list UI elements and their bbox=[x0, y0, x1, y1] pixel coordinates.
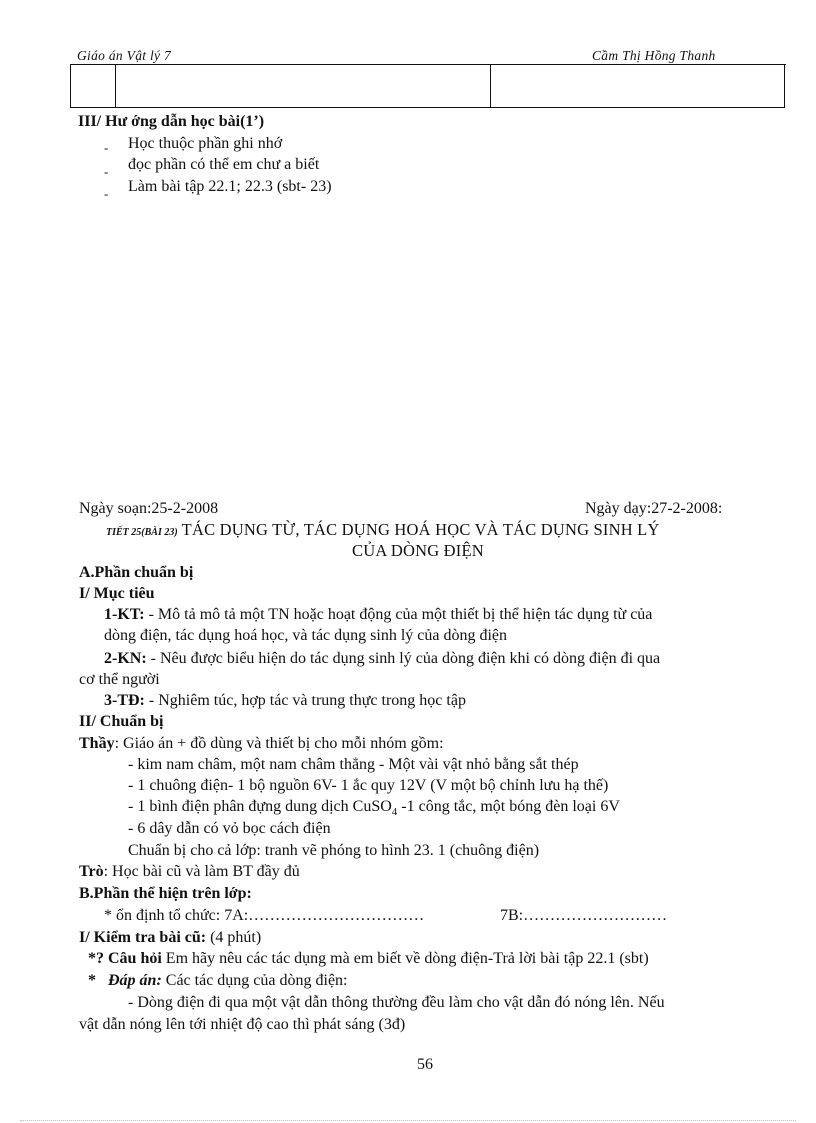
equipment-item: - 6 dây dẫn có vỏ bọc cách điện bbox=[128, 820, 331, 837]
section-a-heading: A.Phần chuẩn bị bbox=[79, 564, 194, 581]
answer-line: - Dòng điện đi qua một vật dẫn thông thường đều làm cho vật dẫn đó nóng lên. Nếu bbox=[128, 994, 665, 1011]
kt-text: - Mô tả mô tả một TN hoặc hoạt động của một thiết bị thể hiện tác dụng từ của bbox=[144, 606, 653, 623]
answer-line2: vật dẫn nóng lên tới nhiệt độ cao thì phát sáng (3đ) bbox=[79, 1016, 406, 1033]
td-label: 3-TĐ: bbox=[104, 692, 145, 709]
section-b-heading: B.Phần thể hiện trên lớp: bbox=[79, 885, 252, 902]
check-time: (4 phút) bbox=[206, 929, 262, 946]
cuso4-subscript: 4 bbox=[391, 806, 398, 819]
question-label: Câu hỏi bbox=[108, 950, 162, 967]
question-prefix: *? bbox=[88, 950, 104, 967]
page-bottom-divider bbox=[20, 1120, 796, 1121]
date-taught: Ngày dạy:27-2-2008: bbox=[585, 500, 723, 517]
check-heading: I/ Kiểm tra bài cũ: bbox=[79, 929, 207, 946]
homework-heading: III/ Hư ớng dẫn học bài(1’) bbox=[78, 113, 265, 130]
lesson-title-line2: CỦA DÒNG ĐIỆN bbox=[352, 541, 484, 560]
lesson-tag: TIẾT 25(BÀI 23) bbox=[106, 527, 178, 538]
kn-label: 2-KN: bbox=[104, 650, 147, 667]
homework-item: Học thuộc phần ghi nhớ bbox=[128, 135, 283, 152]
equipment-item: Chuẩn bị cho cả lớp: tranh vẽ phóng to hình 23. 1 (chuông điện) bbox=[128, 842, 540, 859]
date-prepared: Ngày soạn:25-2-2008 bbox=[79, 500, 219, 517]
kt-text-line2: dòng điện, tác dụng hoá học, và tác dụng sinh lý của dòng điện bbox=[104, 627, 508, 644]
bullet: - bbox=[104, 140, 109, 155]
answer-prefix: * bbox=[88, 972, 96, 989]
objectives-heading: I/ Mục tiêu bbox=[79, 585, 155, 602]
student-label: Trò bbox=[79, 863, 104, 880]
homework-item: đọc phần có thể em chư a biết bbox=[128, 156, 320, 173]
prep-heading: II/ Chuẩn bị bbox=[79, 713, 164, 730]
answer-text: Các tác dụng của dòng điện: bbox=[161, 972, 348, 989]
class-org-7a: * ổn định tổ chức: 7A:…………………………… bbox=[104, 907, 425, 924]
lesson-title: TÁC DỤNG TỪ, TÁC DỤNG HOÁ HỌC VÀ TÁC DỤNG SINH LÝ bbox=[181, 520, 660, 539]
header-left: Giáo án Vật lý 7 bbox=[77, 48, 172, 63]
equipment-item: - 1 bình điện phân đựng dung dịch CuSO bbox=[128, 798, 392, 815]
equipment-item-rest: -1 công tắc, một bóng đèn loại 6V bbox=[397, 798, 620, 815]
equipment-item: - kim nam châm, một nam châm thẳng - Một vài vật nhỏ bằng sắt thép bbox=[128, 756, 579, 773]
bullet: - bbox=[104, 164, 109, 179]
page-number: 56 bbox=[417, 1056, 433, 1073]
table-divider bbox=[115, 65, 116, 107]
question-text: Em hãy nêu các tác dụng mà em biết về dòng điện-Trả lời bài tập 22.1 (sbt) bbox=[161, 950, 649, 967]
class-org-7b: 7B:……………………… bbox=[500, 907, 668, 924]
lesson-table-row bbox=[70, 64, 785, 108]
teacher-text: : Giáo án + đồ dùng và thiết bị cho mỗi nhóm gồm: bbox=[114, 735, 444, 752]
answer-label: Đáp án: bbox=[108, 972, 162, 989]
kt-label: 1-KT: bbox=[104, 606, 145, 623]
header-right: Cầm Thị Hồng Thanh bbox=[592, 48, 716, 63]
equipment-item: - 1 chuông điện- 1 bộ nguồn 6V- 1 ắc quy 12V (V một bộ chỉnh lưu hạ thế) bbox=[128, 777, 609, 794]
bullet: - bbox=[104, 186, 109, 201]
td-text: - Nghiêm túc, hợp tác và trung thực trong học tập bbox=[144, 692, 466, 709]
table-divider bbox=[490, 65, 491, 107]
homework-item: Làm bài tập 22.1; 22.3 (sbt- 23) bbox=[128, 178, 332, 195]
teacher-label: Thầy bbox=[79, 735, 115, 752]
kn-text-line2: cơ thể người bbox=[79, 671, 160, 688]
kn-text: - Nêu được biểu hiện do tác dụng sinh lý của dòng điện khi có dòng điện đi qua bbox=[146, 650, 661, 667]
student-text: : Học bài cũ và làm BT đầy đủ bbox=[103, 863, 300, 880]
